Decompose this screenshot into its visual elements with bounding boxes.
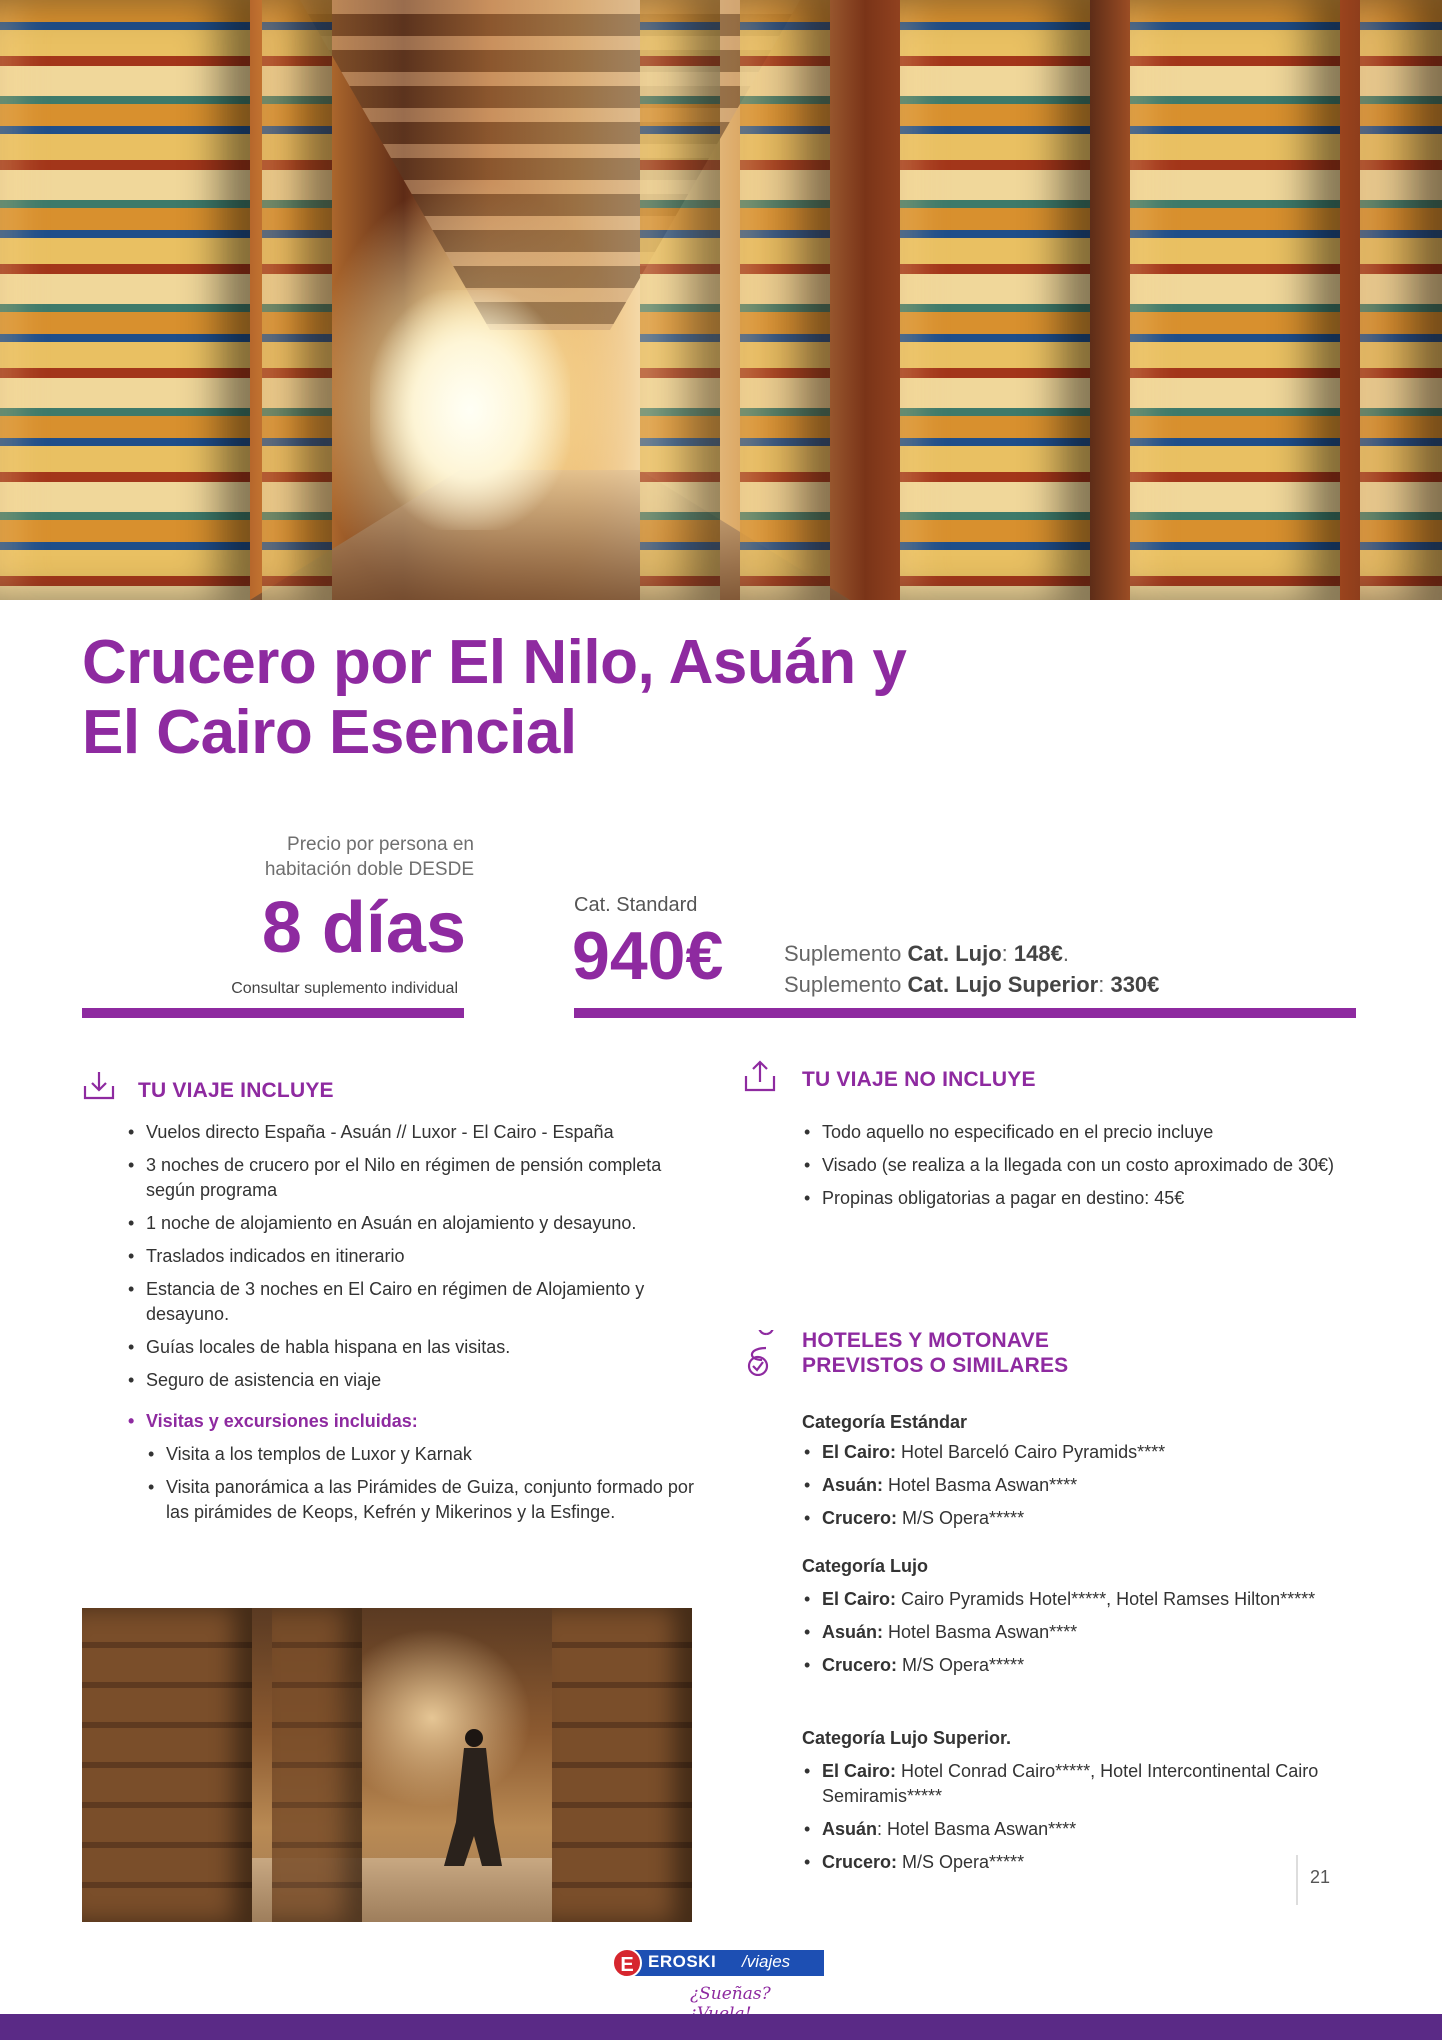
list-item <box>802 1473 1352 1498</box>
hero-column <box>740 0 830 600</box>
hotel-name: Hotel Barceló Cairo Pyramids**** <box>896 1442 1166 1462</box>
list-item: • Todo aquello no especificado en el precio incluye <box>802 1120 1352 1145</box>
supplement-value: 148€ <box>1013 941 1063 966</box>
list-item <box>802 1506 1352 1531</box>
hotel-name: Hotel Basma Aswan**** <box>883 1622 1078 1642</box>
hotel-list <box>802 1759 1322 1883</box>
hero-column <box>1360 0 1442 600</box>
list-item: • 3 noches de crucero por el Nilo en régimen de pensión completa según programa <box>126 1153 702 1203</box>
list-item: • Vuelos directo España - Asuán // Luxor - El Cairo - España <box>126 1120 702 1145</box>
hotel-location: Crucero: <box>822 1655 898 1675</box>
page-number-rule <box>1296 1855 1298 1905</box>
photo-pillar <box>552 1608 692 1922</box>
price-note-line-1: Precio por persona en <box>287 834 474 855</box>
includes-heading: TU VIAJE INCLUYE <box>138 1079 334 1102</box>
hotel-name: Hotel Conrad Cairo*****, Hotel Intercontinental Cairo Semiramis***** <box>822 1761 1319 1806</box>
hotel-location: El Cairo: <box>822 1442 897 1462</box>
supplement-prefix: Suplemento <box>784 972 908 997</box>
category-label: Cat. Standard <box>574 894 698 916</box>
hero-ceiling <box>300 0 800 330</box>
hotel-location: Asuán: <box>822 1622 884 1642</box>
photo-pillar <box>82 1608 252 1922</box>
excludes-list <box>802 1120 1352 1219</box>
hotel-location: Crucero: <box>822 1508 898 1528</box>
divider-bar-left <box>82 1008 464 1018</box>
supplements <box>784 938 1159 1000</box>
upload-icon <box>742 1058 778 1094</box>
visits-item <box>126 1409 702 1525</box>
hero-column <box>900 0 1090 600</box>
includes-list <box>126 1120 702 1533</box>
hero-column <box>1130 0 1340 600</box>
list-item: • Visado (se realiza a la llegada con un costo aproximado de 30€) <box>802 1153 1352 1178</box>
hero-image-temple-columns <box>0 0 1442 600</box>
page-number: 21 <box>1310 1867 1331 1887</box>
excludes-heading: TU VIAJE NO INCLUYE <box>802 1068 1036 1091</box>
list-item <box>802 1817 1322 1842</box>
hotel-location: El Cairo: <box>822 1589 897 1609</box>
hotel-list <box>802 1440 1352 1539</box>
hotel-category-title: Categoría Lujo <box>802 1556 929 1576</box>
hotel-location: Asuán: <box>822 1475 884 1495</box>
visits-heading: Visitas y excursiones incluidas: <box>146 1411 418 1431</box>
title-line-2: El Cairo Esencial <box>82 698 577 767</box>
visits-list <box>146 1442 702 1525</box>
supplement-sep: : <box>1098 972 1111 997</box>
hotel-name: M/S Opera***** <box>897 1508 1025 1528</box>
list-item: • Traslados indicados en itinerario <box>126 1244 702 1269</box>
hotels-heading-line-2: PREVISTOS O SIMILARES <box>802 1354 1069 1377</box>
supplement-prefix: Suplemento <box>784 941 908 966</box>
list-item <box>802 1759 1322 1809</box>
list-item: • Guías locales de habla hispana en las visitas. <box>126 1335 702 1360</box>
hero-column <box>640 0 720 600</box>
list-item <box>802 1440 1352 1465</box>
price-note-line-2: habitación doble DESDE <box>264 859 474 880</box>
logo-brand: EROSKI <box>648 1952 717 1971</box>
hotel-category-title: Categoría Lujo Superior. <box>802 1728 1012 1748</box>
hotel-list <box>802 1587 1342 1686</box>
price-note <box>160 832 474 882</box>
logo-slogan: ¿Sueñas? <box>690 1984 771 2004</box>
logo-suffix: /viajes <box>742 1952 791 1971</box>
supplement-sep: : <box>1001 941 1014 966</box>
price-value: 940€ <box>572 918 724 994</box>
eroski-viajes-logo <box>612 1950 824 2014</box>
supplement-category: Cat. Lujo Superior <box>907 972 1099 997</box>
hotels-heading <box>802 1328 1068 1378</box>
hotel-location: Asuán <box>822 1819 878 1839</box>
list-item: • Visita a los templos de Luxor y Karnak <box>146 1442 702 1467</box>
hero-light-glow <box>370 290 570 530</box>
title-line-1: Crucero por El Nilo, Asuán y <box>82 628 907 697</box>
individual-supplement-note: Consultar suplemento individual <box>231 980 458 997</box>
hero-column <box>0 0 250 600</box>
trip-duration: 8 días <box>261 888 466 968</box>
divider-bar-right <box>574 1008 1356 1018</box>
hotel-category-title: Categoría Estándar <box>802 1412 968 1432</box>
supplement-category: Cat. Lujo <box>907 941 1002 966</box>
hotel-location: El Cairo: <box>822 1761 897 1781</box>
list-item <box>802 1620 1342 1645</box>
supplement-end: . <box>1062 941 1069 966</box>
supplement-lujo <box>784 938 1159 969</box>
supplement-lujo-superior <box>784 969 1159 1000</box>
photo-pillar <box>272 1608 362 1922</box>
hotels-heading-line-1: HOTELES Y MOTONAVE <box>802 1329 1050 1352</box>
logo-mark: E <box>612 1948 642 1978</box>
page-title <box>82 628 1082 768</box>
list-item: • Estancia de 3 noches en El Cairo en régimen de Alojamiento y desayuno. <box>126 1277 702 1327</box>
list-item <box>802 1850 1322 1875</box>
list-item: • 1 noche de alojamiento en Asuán en alojamiento y desayuno. <box>126 1211 702 1236</box>
hotel-name: M/S Opera***** <box>897 1852 1025 1872</box>
footer-band <box>0 2014 1442 2040</box>
karnak-temple-photo <box>82 1608 692 1922</box>
hotel-location: Crucero: <box>822 1852 898 1872</box>
hotel-name: Cairo Pyramids Hotel*****, Hotel Ramses Hilton***** <box>896 1589 1316 1609</box>
supplement-value: 330€ <box>1110 972 1160 997</box>
list-item: • Visita panorámica a las Pirámides de Guiza, conjunto formado por las pirámides de Keops, Kefrén y Mikerinos y la Esfinge. <box>146 1475 702 1525</box>
hotel-name: : Hotel Basma Aswan**** <box>877 1819 1077 1839</box>
list-item: • Propinas obligatorias a pagar en destino: 45€ <box>802 1186 1352 1211</box>
route-check-icon <box>744 1330 784 1376</box>
list-item <box>802 1587 1342 1612</box>
download-icon <box>82 1068 116 1102</box>
hotel-name: M/S Opera***** <box>897 1655 1025 1675</box>
list-item <box>802 1653 1342 1678</box>
hero-column <box>262 0 332 600</box>
walking-person <box>438 1726 508 1876</box>
list-item: • Seguro de asistencia en viaje <box>126 1368 702 1393</box>
hotel-name: Hotel Basma Aswan**** <box>883 1475 1078 1495</box>
